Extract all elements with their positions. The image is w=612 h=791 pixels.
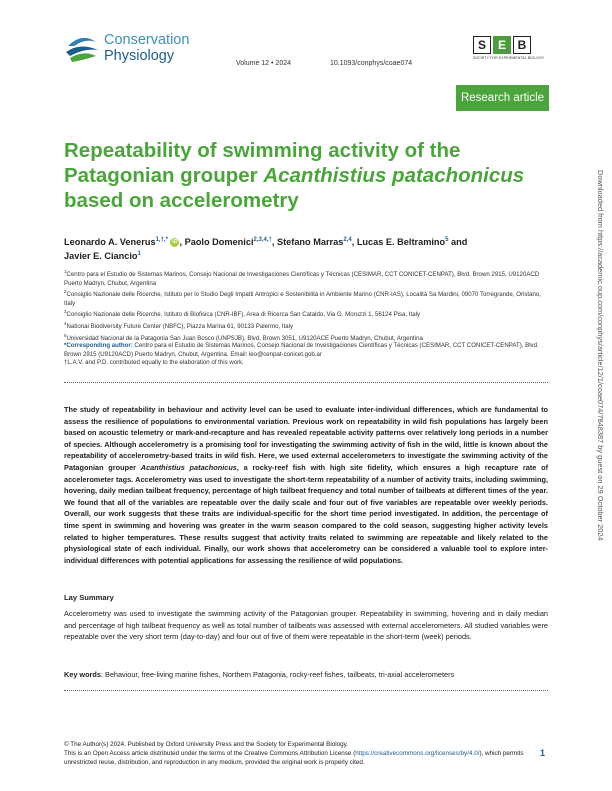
author-name[interactable]: Leonardo A. Venerus: [64, 237, 156, 248]
abstract-part2: , a rocky-reef fish with high site fidelity, which ensures a high recapture rate of accelerometer tags. Accelerometry was used to investigate the short-term repeatability of a number of activity traits, including swimming, hovering, daily median tailbeat frequency, percentage of high tailbeat frequency and total number of tailbeats at different times of the year. We found that all of the variables are repeatable over the daily scale and four out of five variables are repeatable over weekly periods. Overall, our work suggests that these traits are individual-specific for the short time period investigated. In addition, the percentage of time spent in swimming and hovering was greater in the warm season compared to the cold season, suggesting higher activity levels related to higher temperatures. These results suggest that activity traits related to swimming are repeatable and likely related to the physiological state of each individual. Finally, our work shows that accelerometry can be considered a valuable tool to explore inter-individual differences with potential applications for assessing the resilience of wild populations.: [64, 462, 549, 565]
author-affil: 2,3,4,†: [253, 237, 272, 243]
corresponding-label: *Corresponding author:: [64, 342, 133, 349]
author-name[interactable]: Lucas E. Beltramino: [356, 237, 446, 248]
copyright: © The Author(s) 2024. Published by Oxford University Press and the Society for Experimental Biology.: [64, 741, 349, 748]
author-conjunction: and: [451, 237, 468, 248]
keywords: [64, 670, 548, 679]
seb-letter-b: B: [513, 36, 531, 54]
affiliation-number: 4: [64, 321, 67, 327]
corresponding-text: Centro para el Estudio de Sistemas Marinos, Consejo Nacional de Investigaciones Científicas y Técnicas (CESIMAR, CCT CONICET-CENPAT), Blvd. Brown 2915 (U9120ACD) Puerto Madryn, Chubut, Argentina. Email: leo@cenpat-conicet.gob.ar: [64, 342, 539, 358]
download-notice-text: Downloaded from https://academic.oup.com/conphys/article/12/1/coae074/7848387 by guest on 29 October 2024: [596, 170, 605, 541]
journal-name-line1: Conservation: [104, 32, 190, 48]
license-post: ), which permits unrestricted reuse, distribution, and reproduction in any medium, provided the original work is properly cited.: [64, 750, 524, 766]
page-number: 1: [540, 748, 546, 758]
license-link[interactable]: https://creativecommons.org/licenses/by/4.0/: [355, 750, 480, 757]
affiliation-number: 5: [64, 332, 67, 338]
seb-logo: [473, 36, 547, 60]
author-list: Leonardo A. Venerus$^{1,\dagger,*}$ iD , Paolo Domenici$^{2,3,4,\dagger}$, Stefano Marras$^{2,4}$, Lucas E. Beltramino$^5$ and Javier E. Ciancio$^1$: [64, 237, 468, 262]
lay-summary-heading: Lay Summary: [64, 593, 114, 602]
journal-logo: [64, 30, 204, 70]
author-name[interactable]: Paolo Domenici: [184, 237, 254, 248]
article-type-badge: Research article: [456, 85, 549, 111]
orcid-icon[interactable]: iD: [172, 239, 178, 246]
divider: [64, 690, 548, 691]
lay-summary-text: Accelerometry was used to investigate the swimming activity of the Patagonian grouper. Repeatability in swimming, hovering and in daily median and percentage of high tailbeat frequency as well as total number of tailbeats was assessed with external accelerometers. All studied variables were repeatable over the very short term (day-to-day) and four out of five of them were repeatable in the short-term (week) periods.: [64, 609, 548, 642]
volume-info: Volume 12 • 2024: [236, 60, 291, 67]
author-name[interactable]: Javier E. Ciancio: [64, 251, 138, 262]
abstract-part1: The study of repeatability in behaviour and activity level can be used to evaluate inter-individual differences, which are fundamental to assess the resilience of populations to environmental variation. Previous work on repeatability in wild fish populations has largely been based on acoustic telemetry or mark-and-recapture and has revealed repeatable activity patterns over relatively long periods in a number of species. Although accelerometry is a promising tool for investigating the swimming activity of fish in the wild, little is known about the repeatability of accelerometry-based traits in wild fish. Here, we used external accelerometers to investigate the swimming activity of the Patagonian grouper: [64, 405, 548, 472]
author-name[interactable]: Stefano Marras: [276, 237, 344, 248]
abstract-species: Acanthistius patachonicus: [140, 462, 237, 472]
author-affil: 5: [445, 237, 449, 243]
license-pre: This is an Open Access article distributed under the terms of the Creative Commons Attribution License (: [64, 750, 356, 757]
title-part2: based on accelerometry: [64, 189, 299, 212]
affiliation-number: 2: [64, 289, 67, 295]
divider: [64, 382, 548, 383]
affiliation-number: 3: [64, 309, 67, 315]
affiliation: [64, 288, 548, 308]
download-notice: [596, 170, 607, 660]
author-affil: 1: [137, 251, 141, 258]
affiliation-text: Universidad Nacional de la Patagonia San Juan Bosco (UNPSJB), Blvd. Brown 3051, U9120ACE Puerto Madryn, Chubut, Argentina: [66, 334, 423, 342]
seb-letter-e: E: [493, 36, 511, 54]
affiliation-text: Centro para el Estudio de Sistemas Marinos, Consejo Nacional de Investigaciones Científicas y Técnicas (CESIMAR, CCT CONICET-CENPAT), Blvd. Brown 2915, U9120ACD Puerto Madryn, Chubut, Argentina: [64, 271, 540, 287]
affiliation: [64, 268, 548, 288]
affiliation-text: National Biodiversity Future Center (NBFC), Piazza Marina 61, 90133 Palermo, Italy: [66, 323, 294, 331]
footer-license: [64, 740, 539, 767]
abstract: [64, 404, 548, 566]
affiliation: [64, 320, 548, 332]
equal-contribution-note: †L.A.V. and P.D. contributed equally to the elaboration of this work.: [64, 359, 244, 367]
article-title: [64, 138, 544, 213]
seb-letter-s: S: [473, 36, 491, 54]
affiliation-text: Consiglio Nazionale delle Ricerche, Istituto di Biofisica (CNR-IBF), Area di Ricerca San Cataldo, Via G. Moruzzi 1, 56124 Pisa, Italy: [66, 311, 420, 319]
author-affil: 2,4: [343, 237, 352, 243]
title-species: Acanthistius patachonicus: [263, 164, 525, 187]
journal-logo-icon: [64, 32, 100, 64]
seb-subtitle: SOCIETY FOR EXPERIMENTAL BIOLOGY: [473, 56, 545, 60]
journal-name-line2: Physiology: [104, 48, 175, 64]
title-part1: Repeatability of swimming activity of the Patagonian grouper: [64, 139, 461, 187]
corresponding-author: [64, 342, 548, 368]
author-affil: 1,†,*: [155, 237, 168, 243]
doi[interactable]: 10.1093/conphys/coae074: [330, 60, 413, 67]
keywords-text: : Behaviour, free-living marine fishes, Northern Patagonia, rocky-reef fishes, tailbeats, tri-axial accelerometers: [100, 670, 455, 679]
affiliations: [64, 268, 548, 343]
affiliation-text: Consiglio Nazionale delle Ricerche, Istituto per lo Studio Degli Impatti Antropici e Sostenibilità in Ambiente Marino (CNR-IAS), Località Sa Mardini, 09070 Torregrande, Oristano, Italy: [64, 291, 541, 307]
affiliation-number: 1: [64, 269, 67, 274]
affiliation: [64, 308, 548, 320]
keywords-label: Key words: [64, 670, 101, 679]
